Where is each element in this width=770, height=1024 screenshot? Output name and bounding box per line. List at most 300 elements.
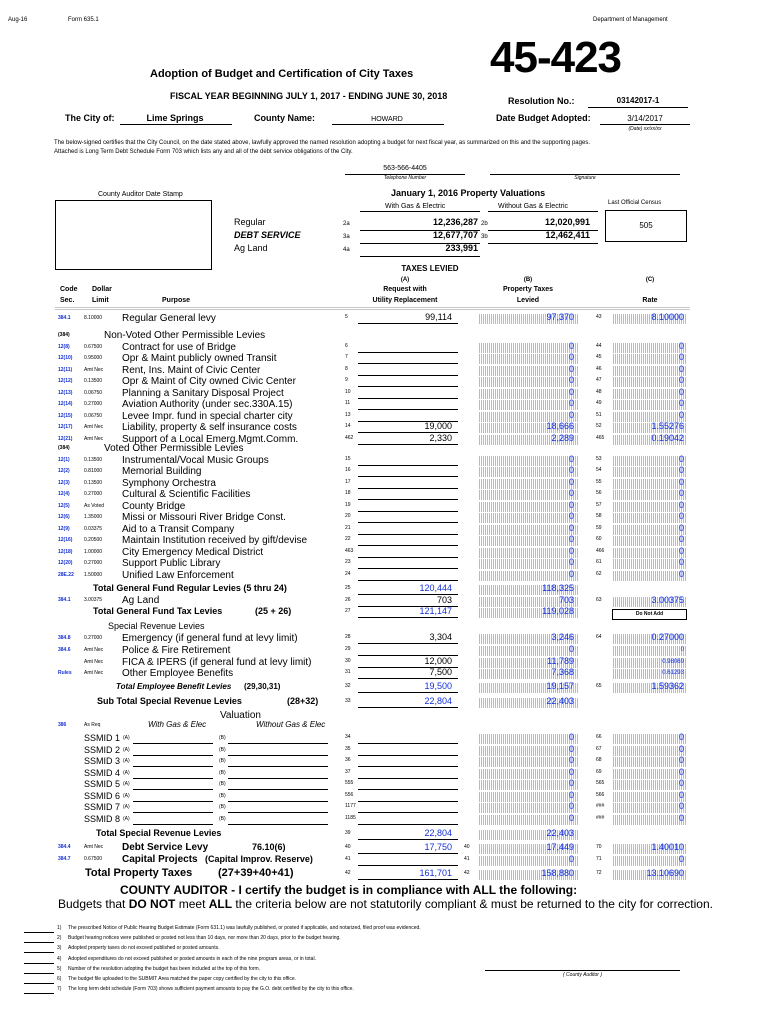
valuation-with[interactable]: 12,236,287 (432, 217, 478, 227)
line-number: 7 (345, 354, 348, 360)
levied-amount: 0 (568, 732, 574, 742)
rate-line-number: 68 (596, 757, 602, 763)
request-field-line (358, 522, 458, 523)
levied-amount: 19,157 (546, 681, 574, 691)
taxes-levied-title: TAXES LEVIED (401, 264, 459, 273)
ssmid-label: SSMID 8 (84, 813, 121, 824)
line-number: 35 (345, 745, 351, 752)
rate-line-number: 55 (596, 478, 602, 485)
purpose-label: Other Employee Benefits (122, 668, 234, 679)
checklist-blank (24, 963, 54, 964)
code-sec: 12(1) (58, 456, 70, 463)
rate-line-number: 57 (596, 501, 602, 508)
census-value: 505 (639, 221, 653, 230)
valuation-without[interactable]: 12,462,411 (545, 230, 590, 240)
line-number: 1185 (345, 814, 356, 821)
purpose-label: Symphony Orchestra (122, 477, 216, 489)
ssmid-without-header: Without Gas & Elec (256, 720, 326, 729)
ssmid-without-field (228, 812, 328, 813)
header-rule (55, 306, 690, 311)
dollar-limit: 0.13500 (84, 378, 103, 384)
debt-label: Debt Service Levy (122, 842, 209, 853)
rate-line-number: ### (596, 814, 605, 821)
levied-amount: 0 (568, 557, 574, 567)
purpose-label: Opr & Maint publicly owned Transit (122, 353, 277, 364)
ssmid-label: SSMID 2 (84, 744, 121, 755)
purpose-label: City Emergency Medical District (122, 546, 264, 558)
rate-line-number: 70 (596, 844, 602, 850)
rate-value: 1.59362 (651, 681, 684, 691)
checklist-number: 7) (57, 986, 62, 993)
rate-value: 0 (678, 522, 684, 533)
dollar-limit: 1.00000 (84, 548, 103, 555)
rate-line-number: 58 (596, 513, 602, 519)
rate-line-number: 45 (596, 354, 602, 360)
rate-value: 0 (678, 352, 684, 362)
code-header-2: Sec. (60, 297, 75, 304)
rate-line-number: 59 (596, 524, 602, 531)
ssmid-label: SSMID 3 (84, 756, 121, 766)
total-label: Total General Fund Tax Levies (93, 606, 223, 616)
code-sec: 12(13) (58, 389, 73, 396)
valuation-label: Ag Land (234, 243, 268, 253)
request-field-line (358, 323, 458, 324)
dollar-limit: 3.00375 (84, 597, 103, 603)
debt-sum: 76.10(6) (252, 842, 286, 852)
request-field-line (358, 839, 458, 840)
request-field-line (358, 778, 458, 779)
levied-amount: 0 (568, 766, 574, 777)
rate-value: 0.19042 (651, 432, 684, 443)
levied-amount: 0 (568, 534, 574, 544)
code-sec: 384.8 (58, 635, 71, 641)
levied-amount: 0 (568, 644, 574, 654)
line-number: 463 (345, 547, 354, 554)
rate-value: 0 (678, 854, 684, 864)
purpose-label: Unified Law Enforcement (122, 569, 234, 581)
purpose-label: Aviation Authority (under sec.330A.15) (122, 399, 293, 410)
purpose-label: Emergency (if general fund at levy limit) (122, 633, 298, 644)
ssmid-without-field (228, 766, 328, 767)
dollar-limit: 0.67500 (84, 343, 103, 350)
county-name[interactable]: HOWARD (371, 116, 403, 123)
total-label: Total Special Revenue Levies (96, 828, 222, 838)
request-amount[interactable]: 17,750 (424, 842, 452, 852)
request-amount[interactable]: 19,000 (424, 421, 452, 431)
dollar-limit: Amt Nec (84, 844, 104, 850)
rate-value: 0 (678, 386, 684, 397)
purpose-label: Cultural & Scientific Facilities (122, 489, 251, 500)
rate-line-number: 62 (596, 570, 602, 577)
line-number: 21 (345, 524, 351, 531)
purpose-label: Opr & Maint of City owned Civic Center (122, 376, 296, 387)
request-field-line (358, 678, 458, 679)
line-number: 5 (345, 314, 348, 320)
code-sec: 12(16) (58, 537, 73, 543)
request-field-line (358, 557, 458, 558)
line-number: 24 (345, 570, 351, 577)
ssmid-without-field (228, 801, 328, 802)
line-number: 41 (345, 856, 351, 862)
ssmid-b-tag: (B) (219, 735, 226, 741)
request-amount[interactable]: 3,304 (429, 632, 452, 642)
code-sec: Rules (58, 670, 72, 676)
levied-amount: 0 (568, 511, 574, 521)
purpose-label: Police & Fire Retirement (122, 645, 231, 656)
code-sec: 12(14) (58, 401, 73, 407)
request-amount[interactable]: 12,000 (424, 656, 452, 666)
request-field-line (358, 363, 458, 364)
date-underline (600, 124, 690, 125)
dollar-limit: 0.27000 (84, 401, 103, 407)
rate-line-number: 64 (596, 634, 602, 640)
request-amount[interactable]: 161,701 (419, 868, 452, 878)
colB-tag: (B) (523, 277, 533, 283)
levied-amount: 0 (568, 453, 574, 464)
rate-value: 1.40010 (651, 842, 684, 852)
code-sec: 12(11) (58, 366, 73, 373)
levied-amount: 22,403 (546, 696, 574, 706)
ssmid-b-tag: (B) (219, 815, 226, 822)
total-benefits-label: Total Employee Benefit Levies (116, 682, 232, 691)
ssmid-without-field (228, 778, 328, 779)
rate-line-number: 66 (596, 734, 602, 740)
valuation-without[interactable]: 12,020,991 (544, 217, 590, 227)
levied-amount: 0 (568, 499, 574, 510)
rate-line-number: 565 (596, 780, 605, 786)
ssmid-b-tag: (B) (219, 758, 226, 764)
colB-line2: Levied (516, 297, 540, 304)
ssmid-label: SSMID 1 (84, 733, 121, 743)
dollar-limit: 0.13500 (84, 479, 103, 486)
rate-line-number: 466 (596, 547, 605, 554)
levied-amount: 0 (568, 568, 574, 579)
request-field-line (358, 534, 458, 535)
signature-label: Signature (574, 175, 596, 181)
line-number: 33 (345, 698, 351, 704)
request-amount[interactable]: 703 (436, 595, 452, 605)
rate-value: 3.00375 (651, 595, 684, 605)
line-number: 15 (345, 455, 351, 462)
colA-tag: (A) (400, 277, 410, 283)
county-label: County Name: (254, 113, 316, 123)
section-heading: Non-Voted Other Permissible Levies (104, 330, 266, 341)
rate-line-number: 61 (596, 559, 602, 565)
rate-line-number: 56 (596, 490, 602, 496)
checklist-blank (24, 952, 54, 953)
do-not-add-note: Do Not Add (635, 611, 664, 617)
ssmid-code: 386 (58, 722, 67, 728)
code-sec: 12(12) (58, 378, 73, 384)
certify-line-2: Budgets that DO NOT meet ALL the criteria below are not statutorily compliant & must be returned to the city for correction. (58, 897, 713, 911)
purpose-label: Maintain Institution received by gift/devise (122, 535, 308, 546)
rate-value: 0 (678, 340, 684, 351)
request-field-line (358, 580, 458, 581)
resolution-underline (588, 107, 688, 108)
auditor-sig-line (485, 970, 680, 971)
request-field-line (358, 692, 458, 693)
rate-line-number: 52 (596, 423, 602, 429)
form-number: 45-423 (490, 33, 622, 82)
dollar-limit: 0.27000 (84, 491, 103, 497)
with-underline (360, 211, 480, 212)
request-amount[interactable]: 19,500 (424, 681, 452, 691)
checklist-number: 3) (57, 945, 62, 952)
code-sec: 12(15) (58, 412, 73, 419)
checklist-number: 1) (57, 925, 62, 931)
city-label: The City of: (65, 113, 115, 123)
checklist-blank (24, 932, 54, 933)
date-adopted[interactable]: 3/14/2017 (627, 114, 663, 123)
levied-amount: 0 (568, 789, 574, 800)
levied-amount: 22,403 (546, 828, 574, 838)
ssmid-without-field (228, 824, 328, 825)
line-number: 22 (345, 536, 351, 542)
line-number: 13 (345, 411, 351, 418)
line-number: 20 (345, 513, 351, 519)
dollar-limit: Amt Nec (84, 670, 104, 676)
rate-line-number: 566 (596, 791, 605, 798)
certify-line-1: COUNTY AUDITOR - I certify the budget is in compliance with ALL the following: (120, 883, 578, 897)
rate-value: 0 (678, 476, 684, 487)
dollar-limit: 0.03375 (84, 525, 103, 532)
levied-amount: 158,880 (541, 868, 574, 878)
ssmid-b-tag: (B) (219, 769, 226, 776)
ssmid-b-tag: (B) (219, 804, 226, 810)
capital-label: Capital Projects (122, 854, 198, 865)
ssmid-a-tag: (A) (123, 769, 130, 776)
line-number: 462 (345, 434, 354, 441)
rate-value: 0 (678, 766, 684, 777)
ssmid-b-tag: (B) (219, 746, 226, 753)
ssmid-with-field (133, 766, 213, 767)
valuation-with-line (360, 256, 480, 257)
county-underline (332, 124, 444, 125)
purpose-label: Instrumental/Vocal Music Groups (122, 454, 269, 466)
rate-value: 0 (678, 488, 684, 498)
section-heading: Voted Other Permissible Levies (104, 443, 244, 454)
checklist-text: Budget hearing notices were published or posted not less than 10 days, nor more than 20 days, prior to the budget hearing. (68, 935, 341, 942)
code-sec: 384.1 (58, 315, 71, 321)
code-sec: 12(4) (58, 491, 70, 497)
capital-sum: (Capital Improv. Reserve) (205, 854, 313, 864)
resolution-number[interactable]: 03142017-1 (616, 96, 660, 105)
dollar-limit: 8.10000 (84, 315, 103, 321)
line-number: 31 (345, 669, 351, 675)
request-amount[interactable]: 22,804 (424, 828, 452, 838)
levied-amount: 0 (568, 340, 574, 351)
rate-value: 0 (678, 499, 684, 510)
checklist-blank (24, 942, 54, 943)
line-number: 6 (345, 342, 348, 349)
rate-value: 0.98069 (662, 659, 684, 665)
code-sec: (384) (58, 445, 70, 451)
rate-line-number: 48 (596, 388, 602, 395)
request-field-line (358, 465, 458, 466)
resolution-label: Resolution No.: (508, 96, 575, 106)
ssmid-without-field (228, 755, 328, 756)
without-underline (488, 211, 598, 212)
code-sec: 12(5) (58, 502, 70, 509)
levied-amount: 0 (568, 755, 574, 765)
request-amount[interactable]: 120,444 (419, 583, 452, 593)
ssmid-a-tag: (A) (123, 804, 130, 810)
line-number: 39 (345, 830, 351, 836)
line-number-b: 40 (464, 844, 470, 850)
col-with-gas: With Gas & Electric (385, 203, 446, 210)
request-amount[interactable]: 121,147 (419, 606, 452, 616)
levied-amount: 0 (568, 375, 574, 385)
purpose-label: Support Public Library (122, 558, 221, 569)
valuation-with[interactable]: 233,991 (445, 243, 478, 253)
line-number: 18 (345, 490, 351, 496)
line-number: 17 (345, 478, 351, 485)
levied-amount: 0 (568, 522, 574, 533)
line-number: 1177 (345, 803, 356, 809)
valuation-label: DEBT SERVICE (234, 230, 301, 240)
colB-line1: Property Taxes (502, 286, 554, 293)
rate-value: 0 (678, 409, 684, 420)
rate-value: 0.27000 (651, 632, 684, 642)
purpose-label: Regular General levy (122, 313, 216, 324)
line-number: 9 (345, 377, 348, 383)
rate-value: 0 (678, 789, 684, 800)
dollar-limit: Amt Nec (84, 435, 104, 442)
levied-amount: 17,449 (546, 842, 574, 852)
ssmid-with-field (133, 801, 213, 802)
code-header-1: Code (60, 286, 78, 293)
code-sec: 12(20) (58, 560, 73, 566)
rate-value: 0 (678, 732, 684, 742)
phone-number[interactable]: 563-566-4405 (383, 165, 427, 172)
dollar-header-1: Dollar (92, 286, 112, 293)
purpose-label: Ag Land (122, 595, 160, 606)
line-number: 34 (345, 734, 351, 740)
levied-amount: 0 (568, 386, 574, 397)
city-name[interactable]: Lime Springs (146, 113, 204, 123)
line-number: 16 (345, 467, 351, 473)
rate-value: 0 (678, 812, 684, 823)
ssmid-label: SSMID 5 (84, 779, 121, 789)
purpose-label: Aid to a Transit Company (122, 523, 235, 535)
valuation-code-b: 2b (481, 221, 488, 227)
request-amount[interactable]: 2,330 (429, 432, 452, 443)
levied-amount: 0 (568, 488, 574, 498)
levied-amount: 0 (568, 854, 574, 864)
request-field-line (358, 375, 458, 376)
request-amount[interactable]: 99,114 (425, 312, 452, 322)
request-field-line (358, 545, 458, 546)
request-field-line (358, 801, 458, 802)
dollar-limit: 1.50000 (84, 571, 103, 578)
valuations-title: January 1, 2016 Property Valuations (391, 188, 546, 198)
line-number: 32 (345, 683, 351, 689)
checklist-blank (24, 973, 54, 974)
rate-value: 1.55276 (651, 421, 684, 431)
code-sec: 12(21) (58, 435, 73, 442)
purpose-label: Liability, property & self insurance costs (122, 422, 297, 433)
levied-amount: 0 (568, 812, 574, 823)
dollar-limit: Amt Nec (84, 659, 104, 665)
dollar-limit: As Voted (84, 502, 105, 509)
rate-line-number: 67 (596, 745, 602, 752)
valuation-code-b: 3b (481, 234, 488, 240)
total-property-sum: (27+39+40+41) (218, 867, 294, 879)
request-field-line (358, 476, 458, 477)
ssmid-a-tag: (A) (123, 746, 130, 753)
line-number: 556 (345, 791, 354, 798)
dollar-limit: 0.95000 (84, 355, 103, 361)
rate-value: 0 (678, 545, 684, 556)
levied-amount: 0 (568, 409, 574, 420)
rate-line-number: 49 (596, 400, 602, 406)
valuation-code-a: 2a (343, 221, 350, 227)
code-sec: (384) (58, 332, 70, 338)
line-number: 28 (345, 634, 351, 640)
checklist-number: 6) (57, 976, 62, 982)
valuation-without-line (488, 243, 598, 244)
rate-line-number: 51 (596, 411, 602, 418)
rate-line-number: 465 (596, 434, 605, 441)
request-amount[interactable]: 7,500 (429, 667, 452, 677)
rate-line-number: 53 (596, 455, 602, 462)
dollar-limit: 0.06750 (84, 389, 103, 396)
intro-line-1: The below-signed certifies that the City Council, on the date stated above, lawfully approved the named resolution adopting a budget for next fiscal year, as summarized on this and the supporting pages. (54, 140, 590, 146)
ssmid-with-field (133, 743, 213, 744)
city-underline (120, 124, 232, 125)
purpose-label: Missi or Missouri River Bridge Const. (122, 512, 286, 523)
line-number-b: 42 (464, 870, 470, 876)
colC-tag: (C) (645, 277, 655, 283)
rate-value: 0 (678, 568, 684, 579)
request-field-line (358, 812, 458, 813)
line-number: 42 (345, 870, 351, 876)
request-field-line (358, 352, 458, 353)
form-id: Form 635.1 (68, 17, 99, 23)
code-sec: 12(18) (58, 548, 73, 555)
levied-amount: 0 (568, 545, 574, 556)
checklist-number: 4) (57, 955, 62, 962)
checklist-text: The long term debt schedule (Form 703) shows sufficient payment amounts to pay the G.O. debt certified by the city to this office. (68, 986, 354, 993)
levied-amount: 0 (568, 743, 574, 754)
ssmid-with-field (133, 755, 213, 756)
line-number: 14 (345, 423, 351, 429)
rate-value: 0 (678, 398, 684, 408)
request-amount[interactable]: 22,804 (424, 696, 452, 706)
dollar-limit: Amt Nec (84, 424, 104, 430)
rate-value: 0.61293 (662, 670, 684, 676)
rate-line-number: 44 (596, 342, 602, 349)
rate-line-number: 71 (596, 856, 602, 862)
ssmid-without-field (228, 743, 328, 744)
rate-value: 0 (678, 755, 684, 765)
valuation-with[interactable]: 12,677,707 (432, 230, 478, 240)
ssmid-with-field (133, 789, 213, 790)
checklist-text: The budget file uploaded to the SUBMIT Area matched the paper copy certified by the city to this office. (68, 976, 297, 982)
line-number: 40 (345, 844, 351, 850)
request-field-line (358, 766, 458, 767)
code-sec: 12(10) (58, 355, 73, 361)
code-sec: 384.1 (58, 597, 71, 603)
code-sec: 28E.22 (58, 571, 74, 578)
total-label: Total General Fund Regular Levies (5 thru 24) (93, 583, 287, 593)
dollar-limit: 0.27000 (84, 635, 103, 641)
rate-line-number: 60 (596, 536, 602, 542)
dollar-limit: 0.06750 (84, 412, 103, 419)
purpose-label: FICA & IPERS (if general fund at levy limit) (122, 657, 312, 668)
rate-value: 0 (680, 647, 684, 653)
levied-amount: 0 (568, 801, 574, 811)
